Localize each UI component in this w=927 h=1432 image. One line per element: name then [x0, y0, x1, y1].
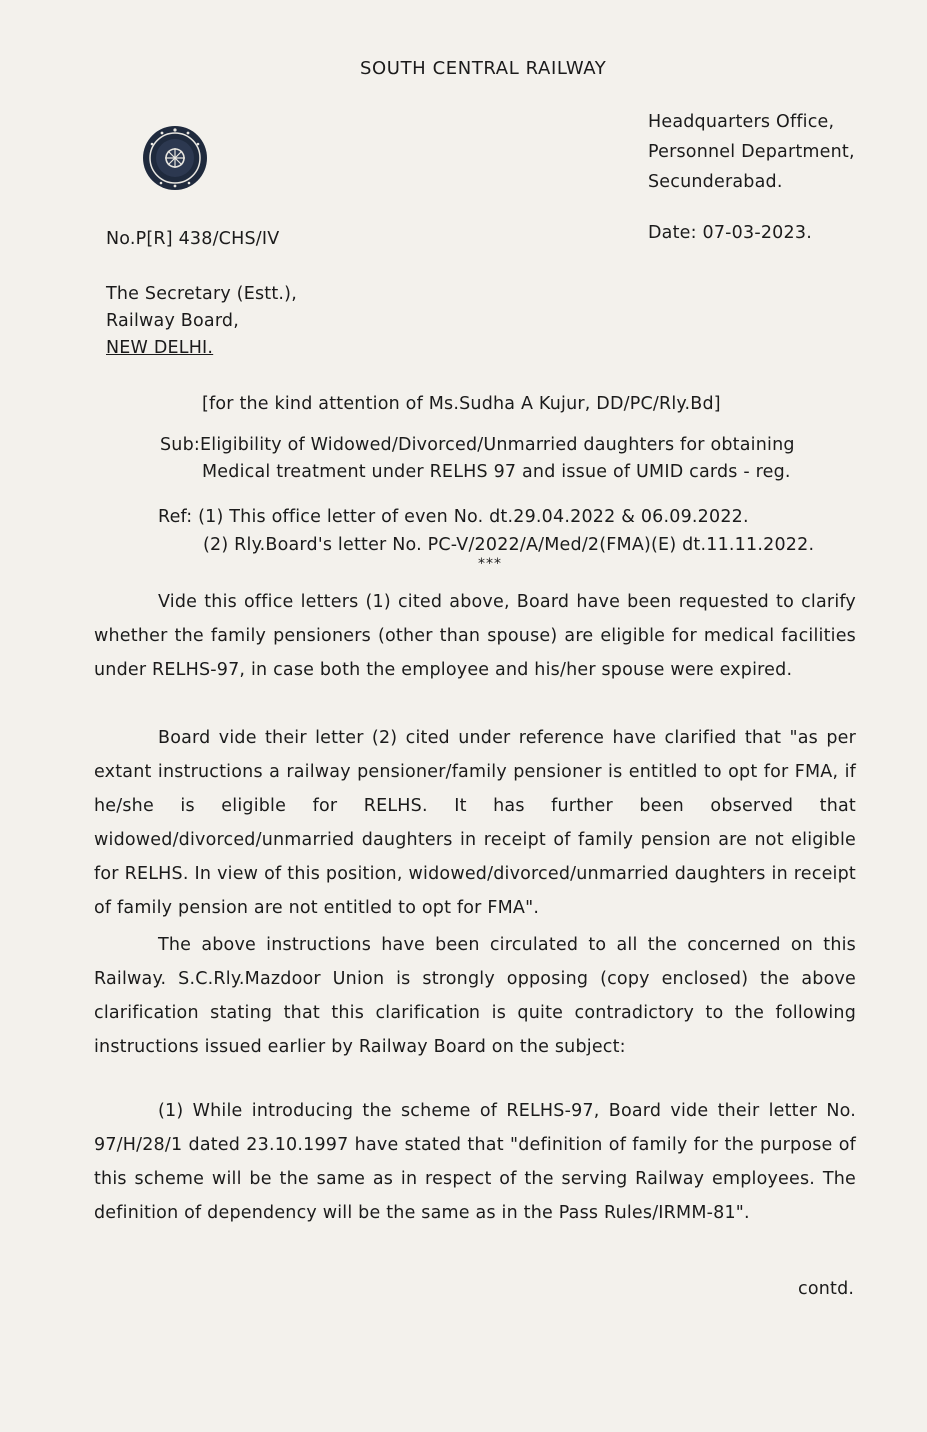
body-paragraph-1	[94, 585, 856, 687]
office-line-2: Personnel Department,	[648, 142, 855, 162]
office-line-3: Secunderabad.	[648, 172, 783, 192]
reference-line-2: (2) Rly.Board's letter No. PC-V/2022/A/Med/2(FMA)(E) dt.11.11.2022.	[203, 535, 815, 555]
addressee-line-3: NEW DELHI.	[106, 338, 214, 358]
organization-title: SOUTH CENTRAL RAILWAY	[360, 58, 607, 79]
subject-block	[160, 432, 795, 486]
subject-line-2: Medical treatment under RELHS 97 and issue of UMID cards - reg.	[202, 462, 791, 482]
body-paragraph-2	[94, 721, 856, 925]
subject-line-1: Sub:Eligibility of Widowed/Divorced/Unmarried daughters for obtaining	[160, 435, 795, 455]
indian-railways-emblem-icon	[141, 124, 209, 192]
paragraph-text: (1) While introducing the scheme of RELHS-97, Board vide their letter No. 97/H/28/1 dated 23.10.1997 have stated that "definition of family for the purpose of this scheme will be the same as in respect of the serving Railway employees. The definition of dependency will be the same as in the Pass Rules/IRMM-81".	[94, 1101, 856, 1223]
attention-line: [for the kind attention of Ms.Sudha A Kujur, DD/PC/Rly.Bd]	[202, 394, 721, 414]
paragraph-text: Vide this office letters (1) cited above, Board have been requested to clarify whether the family pensioners (other than spouse) are eligible for medical facilities under RELHS-97, in case both the employee and his/her spouse were expired.	[94, 592, 856, 680]
addressee-line-1: The Secretary (Estt.),	[106, 284, 297, 304]
addressee-block	[106, 281, 297, 362]
body-paragraph-4	[94, 1094, 856, 1230]
letter-date: Date: 07-03-2023.	[648, 223, 812, 243]
office-line-1: Headquarters Office,	[648, 112, 835, 132]
paragraph-text: The above instructions have been circulated to all the concerned on this Railway. S.C.Rly.Mazdoor Union is strongly opposing (copy enclosed) the above clarification stating that this clarification is quite contradictory to the following instructions issued earlier by Railway Board on the subject:	[94, 935, 856, 1057]
office-address	[648, 107, 855, 197]
continued-marker: contd.	[798, 1279, 855, 1299]
reference-line-1: Ref: (1) This office letter of even No. dt.29.04.2022 & 06.09.2022.	[158, 507, 749, 527]
body-paragraph-3	[94, 928, 856, 1064]
reference-number: No.P[R] 438/CHS/IV	[106, 229, 280, 249]
paragraph-text: Board vide their letter (2) cited under reference have clarified that "as per extant instructions a railway pensioner/family pensioner is entitled to opt for FMA, if he/she is eligible for RELHS. It has further been observed that widowed/divorced/unmarried daughters in receipt of family pension are not eligible for RELHS. In view of this position, widowed/divorced/unmarried daughters in receipt of family pension are not entitled to opt for FMA".	[94, 728, 856, 918]
reference-block	[158, 503, 814, 559]
addressee-line-2: Railway Board,	[106, 311, 239, 331]
separator-stars: ***	[478, 556, 502, 572]
